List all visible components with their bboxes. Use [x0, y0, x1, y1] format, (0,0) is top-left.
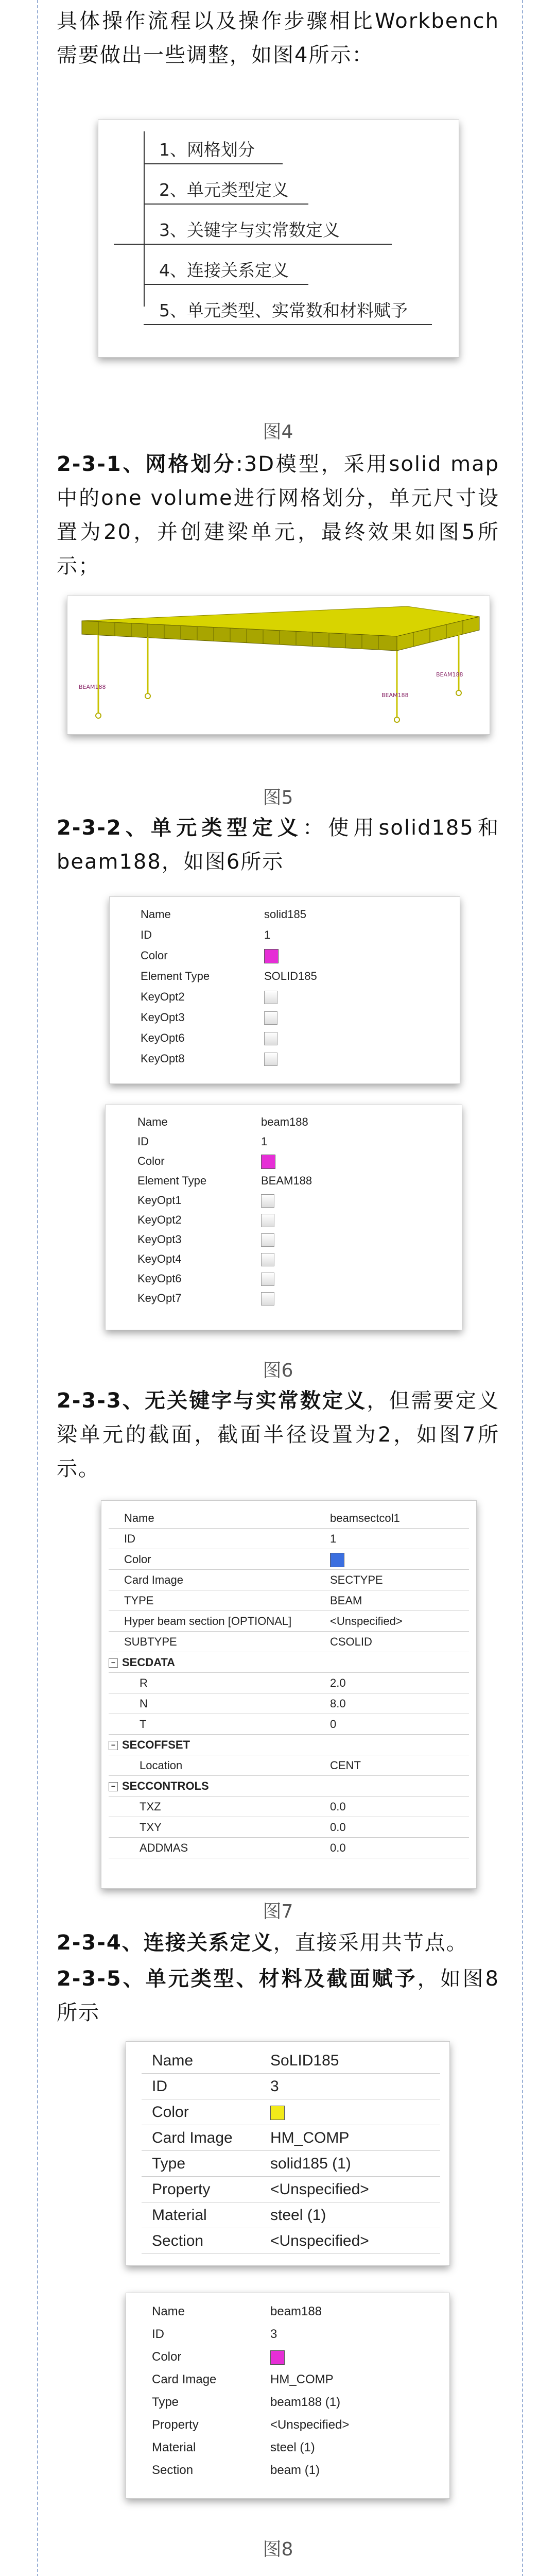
property-row[interactable]: [109, 1508, 469, 1529]
property-row[interactable]: [109, 1549, 469, 1570]
collapse-toggle-icon[interactable]: −: [109, 1782, 118, 1791]
property-value[interactable]: beamsectcol1: [330, 1512, 400, 1524]
flow-step-5: 5、单元类型、实常数和材料赋予: [159, 300, 408, 320]
figure-6-caption: 图6: [263, 1360, 293, 1381]
property-key: TXZ: [140, 1800, 161, 1813]
property-key: Type: [152, 2155, 186, 2172]
property-key: Element Type: [137, 1174, 207, 1187]
solid185-property-table: [130, 904, 449, 1074]
beam-label-left: BEAM188: [79, 684, 106, 690]
color-swatch[interactable]: [270, 2106, 285, 2120]
property-row[interactable]: [127, 1132, 446, 1151]
property-value[interactable]: solid185 (1): [270, 2155, 351, 2172]
property-row[interactable]: [109, 1714, 469, 1735]
property-row[interactable]: [142, 2228, 440, 2254]
property-value[interactable]: [261, 1191, 274, 1210]
property-row[interactable]: [142, 2125, 440, 2151]
property-row[interactable]: [109, 1529, 469, 1549]
figure-7-section-panel: [101, 1500, 477, 1889]
figure-8-caption: 图8: [263, 2539, 293, 2560]
property-key: Color: [141, 949, 168, 962]
property-row[interactable]: [142, 2177, 440, 2202]
property-value[interactable]: beam188: [261, 1115, 308, 1128]
property-row[interactable]: [142, 2414, 440, 2436]
property-key: KeyOpt3: [137, 1233, 182, 1246]
property-key: KeyOpt4: [137, 1252, 182, 1265]
property-key: N: [140, 1697, 148, 1710]
property-value[interactable]: <Unspecified>: [330, 1615, 403, 1628]
property-row[interactable]: [142, 2074, 440, 2099]
flow-underline-4: [144, 284, 308, 285]
color-swatch[interactable]: [330, 1553, 344, 1567]
property-value[interactable]: [264, 1048, 277, 1069]
property-row[interactable]: [130, 1007, 449, 1028]
property-key: Name: [141, 908, 171, 921]
property-value[interactable]: [261, 1249, 274, 1269]
figure-6-beam188-panel: [105, 1105, 462, 1330]
section-2-3-2-heading: 2-3-2、单元类型定义: [57, 816, 303, 840]
keyopt-checkbox[interactable]: [264, 1053, 277, 1066]
property-key: Property: [152, 2418, 199, 2432]
property-key: KeyOpt3: [141, 1011, 185, 1024]
section-2-3-2: [57, 811, 499, 879]
property-value[interactable]: beam188: [270, 2304, 322, 2318]
property-value[interactable]: 3: [270, 2327, 277, 2341]
property-key: ID: [152, 2327, 164, 2341]
property-key: Name: [152, 2304, 185, 2318]
property-key: Section: [152, 2463, 194, 2477]
property-value[interactable]: [264, 945, 279, 966]
color-swatch[interactable]: [264, 949, 279, 963]
flow-step-1: 1、网格划分: [159, 140, 255, 160]
property-value[interactable]: <Unspecified>: [270, 2418, 350, 2432]
section-group-secdata[interactable]: [109, 1652, 175, 1673]
keyopt-checkbox[interactable]: [261, 1214, 274, 1227]
property-key: Section: [152, 2232, 204, 2249]
property-row[interactable]: [130, 966, 449, 987]
property-value[interactable]: <Unspecified>: [270, 2181, 369, 2198]
property-row[interactable]: [142, 2048, 440, 2074]
section-2-3-4-text: ，直接采用共节点。: [273, 1931, 468, 1955]
property-key: ID: [141, 928, 152, 941]
property-value[interactable]: HM_COMP: [270, 2129, 350, 2146]
beam-section-property-table: [109, 1508, 469, 1879]
property-key: Name: [152, 2052, 194, 2069]
section-2-3-3-text: ，但需要定义梁单元的截面，截面半径设置为2，如图7所示。: [57, 1389, 500, 1481]
property-value[interactable]: BEAM: [330, 1594, 362, 1607]
property-row[interactable]: [109, 1590, 469, 1611]
beam-label-middle: BEAM188: [381, 692, 409, 699]
property-key: TXY: [140, 1821, 162, 1834]
flow-trunk-line: [144, 131, 145, 307]
property-row[interactable]: [109, 1632, 469, 1652]
property-key: KeyOpt7: [137, 1292, 182, 1304]
row-divider: [142, 2253, 440, 2254]
figure-4-caption: 图4: [263, 421, 293, 443]
section-group-label: SECDATA: [122, 1656, 176, 1669]
property-key: Card Image: [152, 2129, 233, 2146]
beam-model-illustration: [67, 596, 490, 734]
property-row[interactable]: [130, 925, 449, 945]
property-row[interactable]: [130, 945, 449, 966]
property-row[interactable]: [127, 1112, 446, 1132]
property-row[interactable]: [109, 1693, 469, 1714]
property-row[interactable]: [142, 2346, 440, 2368]
property-row[interactable]: [130, 904, 449, 925]
property-key: Hyper beam section [OPTIONAL]: [124, 1615, 292, 1628]
section-2-3-2-text: ：使用solid185和beam188，如图6所示: [57, 816, 499, 874]
property-row[interactable]: [109, 1838, 469, 1858]
property-value[interactable]: 1: [264, 928, 271, 941]
color-swatch[interactable]: [261, 1155, 275, 1169]
flow-underline-3: [114, 244, 392, 245]
property-value[interactable]: steel (1): [270, 2207, 326, 2224]
section-2-3-4: [57, 1926, 499, 1960]
property-value[interactable]: [270, 2346, 285, 2368]
property-value[interactable]: CENT: [330, 1759, 361, 1772]
property-key: Property: [152, 2181, 211, 2198]
beam-assignment-table: [142, 2300, 440, 2491]
property-value[interactable]: HM_COMP: [270, 2372, 334, 2386]
figure-5-model-view: [67, 596, 490, 735]
section-2-3-1-heading: 2-3-1、网格划分: [57, 452, 236, 476]
beam188-property-table: [127, 1112, 446, 1318]
flow-underline-2: [144, 204, 308, 205]
property-key: SUBTYPE: [124, 1635, 177, 1648]
property-value[interactable]: SECTYPE: [330, 1573, 383, 1586]
property-key: ID: [152, 2078, 167, 2095]
property-key: Card Image: [152, 2372, 217, 2386]
property-row[interactable]: [130, 1028, 449, 1048]
property-row[interactable]: [127, 1210, 446, 1230]
property-row[interactable]: [109, 1611, 469, 1632]
section-2-3-5-heading: 2-3-5、单元类型、材料及截面赋予: [57, 1967, 418, 1991]
property-key: Material: [152, 2441, 196, 2454]
section-group-label: SECOFFSET: [122, 1738, 190, 1751]
property-key: KeyOpt6: [141, 1031, 185, 1044]
property-value[interactable]: [264, 1028, 277, 1048]
property-key: TYPE: [124, 1594, 154, 1607]
flow-underline-5: [144, 324, 432, 325]
property-value[interactable]: CSOLID: [330, 1635, 372, 1648]
property-row[interactable]: [127, 1191, 446, 1210]
property-key: KeyOpt2: [137, 1213, 182, 1226]
keyopt-checkbox[interactable]: [261, 1273, 274, 1286]
property-value[interactable]: 8.0: [330, 1697, 346, 1710]
property-value[interactable]: [330, 1549, 344, 1570]
property-row[interactable]: [142, 2368, 440, 2391]
property-value[interactable]: 1: [261, 1135, 268, 1148]
property-key: Type: [152, 2395, 179, 2409]
property-value[interactable]: 0: [330, 1718, 337, 1731]
section-group-secoffset[interactable]: [109, 1735, 190, 1755]
property-row[interactable]: [142, 2300, 440, 2323]
property-value[interactable]: [261, 1151, 275, 1171]
property-value[interactable]: [270, 2099, 285, 2125]
property-key: Card Image: [124, 1573, 183, 1586]
keyopt-checkbox[interactable]: [261, 1233, 274, 1247]
property-value[interactable]: solid185: [264, 908, 306, 921]
collapse-toggle-icon[interactable]: −: [109, 1658, 118, 1668]
section-2-3-5-text: ，如图8所示: [57, 1967, 499, 2025]
property-value[interactable]: 2.0: [330, 1676, 346, 1689]
figure-5-caption: 图5: [263, 787, 293, 808]
property-value[interactable]: SoLID185: [270, 2052, 339, 2069]
beam-label-right: BEAM188: [436, 671, 463, 678]
property-key: KeyOpt8: [141, 1052, 185, 1065]
property-row[interactable]: [127, 1151, 446, 1171]
keyopt-checkbox[interactable]: [264, 991, 277, 1004]
property-row[interactable]: [142, 2459, 440, 2482]
figure-6-solid185-panel: [109, 896, 460, 1084]
property-row[interactable]: [109, 1673, 469, 1693]
property-row[interactable]: [130, 1048, 449, 1069]
property-row[interactable]: [109, 1570, 469, 1590]
flow-underline-1: [144, 163, 283, 164]
property-key: ID: [137, 1135, 149, 1148]
property-value[interactable]: beam188 (1): [270, 2395, 341, 2409]
property-row[interactable]: [130, 987, 449, 1007]
property-key: R: [140, 1676, 148, 1689]
property-row[interactable]: [109, 1755, 469, 1776]
property-row[interactable]: [142, 2151, 440, 2177]
figure-8-beam-assignment-panel: [126, 2293, 450, 2499]
property-row[interactable]: [142, 2391, 440, 2414]
color-swatch[interactable]: [270, 2350, 285, 2365]
property-row[interactable]: [142, 2436, 440, 2459]
section-group-label: SECCONTROLS: [122, 1780, 209, 1792]
collapse-toggle-icon[interactable]: −: [109, 1741, 118, 1750]
property-key: Color: [152, 2350, 182, 2364]
property-key: Name: [137, 1115, 168, 1128]
property-value[interactable]: 0.0: [330, 1821, 346, 1834]
figure-4-flowchart: [98, 120, 459, 358]
property-value[interactable]: 0.0: [330, 1800, 346, 1813]
property-key: Name: [124, 1512, 154, 1524]
property-value[interactable]: [264, 1007, 277, 1028]
intro-paragraph: 具体操作流程以及操作步骤相比Workbench需要做出一些调整，如图4所示：: [57, 9, 499, 67]
property-row[interactable]: [109, 1797, 469, 1817]
property-value[interactable]: SOLID185: [264, 970, 317, 982]
property-value[interactable]: beam (1): [270, 2463, 320, 2477]
section-2-3-3: [57, 1384, 499, 1486]
property-row[interactable]: [109, 1817, 469, 1838]
property-key: T: [140, 1718, 147, 1731]
property-value[interactable]: 0.0: [330, 1841, 346, 1854]
property-key: ID: [124, 1532, 135, 1545]
figure-7-caption: 图7: [263, 1901, 293, 1922]
property-key: KeyOpt2: [141, 990, 185, 1003]
property-row[interactable]: [127, 1171, 446, 1191]
section-group-seccontrols[interactable]: [109, 1776, 209, 1797]
solid-assignment-table: [142, 2048, 440, 2259]
property-row[interactable]: [142, 2099, 440, 2125]
property-value[interactable]: 3: [270, 2078, 279, 2095]
property-row[interactable]: [142, 2202, 440, 2228]
flow-step-4: 4、连接关系定义: [159, 260, 289, 280]
keyopt-checkbox[interactable]: [264, 1032, 277, 1045]
property-value[interactable]: [261, 1210, 274, 1230]
property-key: Color: [137, 1155, 165, 1167]
keyopt-checkbox[interactable]: [261, 1292, 274, 1306]
keyopt-checkbox[interactable]: [264, 1011, 277, 1025]
property-key: KeyOpt6: [137, 1272, 182, 1285]
property-key: KeyOpt1: [137, 1194, 182, 1207]
flow-step-3: 3、关键字与实常数定义: [159, 220, 340, 240]
keyopt-checkbox[interactable]: [261, 1253, 274, 1266]
property-key: Element Type: [141, 970, 210, 982]
property-row[interactable]: [142, 2323, 440, 2346]
property-key: Material: [152, 2207, 207, 2224]
property-value[interactable]: 1: [330, 1532, 337, 1545]
section-2-3-3-heading: 2-3-3、无关键字与实常数定义: [57, 1389, 367, 1413]
property-value[interactable]: [261, 1230, 274, 1249]
property-row[interactable]: [127, 1269, 446, 1289]
figure-8-solid-assignment-panel: [126, 2041, 450, 2266]
property-row[interactable]: [127, 1249, 446, 1269]
property-row[interactable]: [127, 1289, 446, 1308]
keyopt-checkbox[interactable]: [261, 1194, 274, 1208]
property-key: Color: [152, 2104, 189, 2121]
section-2-3-1-text: :3D模型，采用solid map中的one volume进行网格划分，单元尺寸设置为20，并创建梁单元，最终效果如图5所示；: [57, 452, 499, 578]
property-row[interactable]: [127, 1230, 446, 1249]
section-2-3-1: [57, 447, 499, 583]
property-value[interactable]: BEAM188: [261, 1174, 312, 1187]
flow-step-2: 2、单元类型定义: [159, 180, 289, 200]
section-2-3-5: [57, 1962, 499, 2030]
property-key: Color: [124, 1553, 151, 1566]
property-key: ADDMAS: [140, 1841, 188, 1854]
property-key: Location: [140, 1759, 183, 1772]
property-value[interactable]: <Unspecified>: [270, 2232, 369, 2249]
property-value[interactable]: [261, 1269, 274, 1289]
property-value[interactable]: [264, 987, 277, 1007]
section-2-3-4-heading: 2-3-4、连接关系定义: [57, 1931, 273, 1955]
property-value[interactable]: steel (1): [270, 2441, 315, 2454]
property-value[interactable]: [261, 1289, 274, 1308]
